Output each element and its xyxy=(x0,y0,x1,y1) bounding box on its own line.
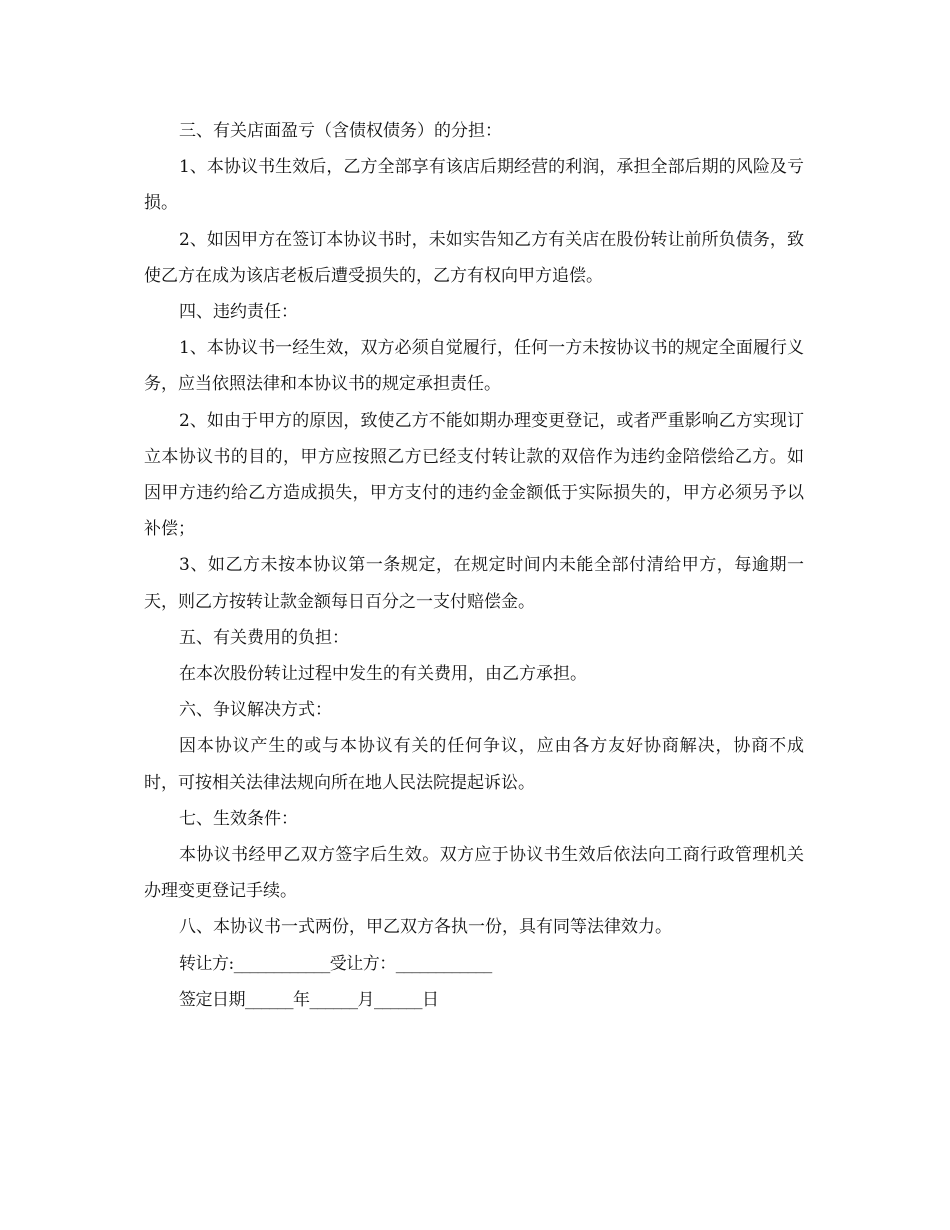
section-heading-profit-loss: 三、有关店面盈亏（含债权债务）的分担： xyxy=(179,121,502,141)
clause-profit-loss-1: 1、本协议书生效后，乙方全部享有该店后期经营的利润，承担全部后期的风险及亏损。 xyxy=(144,157,804,214)
clause-breach-1: 1、本协议书一经生效，双方必须自觉履行，任何一方未按协议书的规定全面履行义务，应当依照法律和本协议书的规定承担责任。 xyxy=(144,338,804,395)
section-heading-fees: 五、有关费用的负担： xyxy=(179,627,349,648)
clause-fees: 在本次股份转让过程中发生的有关费用，由乙方承担。 xyxy=(179,664,587,685)
section-heading-effectiveness: 七、生效条件： xyxy=(179,808,298,829)
signature-line: 转让方:____________受让方：____________ xyxy=(179,953,492,974)
clause-copies: 八、本协议书一式两份，甲乙双方各执一份，具有同等法律效力。 xyxy=(179,917,672,938)
clause-breach-3: 3、如乙方未按本协议第一条规定，在规定时间内未能全部付清给甲方，每逾期一天，则乙方按转让款金额每日百分之一支付赔偿金。 xyxy=(144,555,804,612)
clause-profit-loss-2: 2、如因甲方在签订本协议书时，未如实告知乙方有关店在股份转让前所负债务，致使乙方在成为该店老板后遭受损失的，乙方有权向甲方追偿。 xyxy=(144,229,804,286)
signing-date-line: 签定日期______年______月______日 xyxy=(179,989,439,1010)
section-heading-dispute: 六、争议解决方式： xyxy=(179,700,332,721)
section-heading-breach: 四、违约责任： xyxy=(179,302,298,323)
clause-effectiveness: 本协议书经甲乙双方签字后生效。双方应于协议书生效后依法向工商行政管理机关办理变更登记手续。 xyxy=(144,845,804,902)
clause-breach-2: 2、如由于甲方的原因，致使乙方不能如期办理变更登记，或者严重影响乙方实现订立本协议书的目的，甲方应按照乙方已经支付转让款的双倍作为违约金陪偿给乙方。如因甲方违约给乙方造成损失，甲方支付的违约金金额低于实际损失的，甲方必须另予以补偿； xyxy=(144,410,804,540)
document-body xyxy=(144,113,804,1018)
clause-dispute: 因本协议产生的或与本协议有关的任何争议，应由各方友好协商解决，协商不成时，可按相关法律法规向所在地人民法院提起诉讼。 xyxy=(144,736,804,793)
